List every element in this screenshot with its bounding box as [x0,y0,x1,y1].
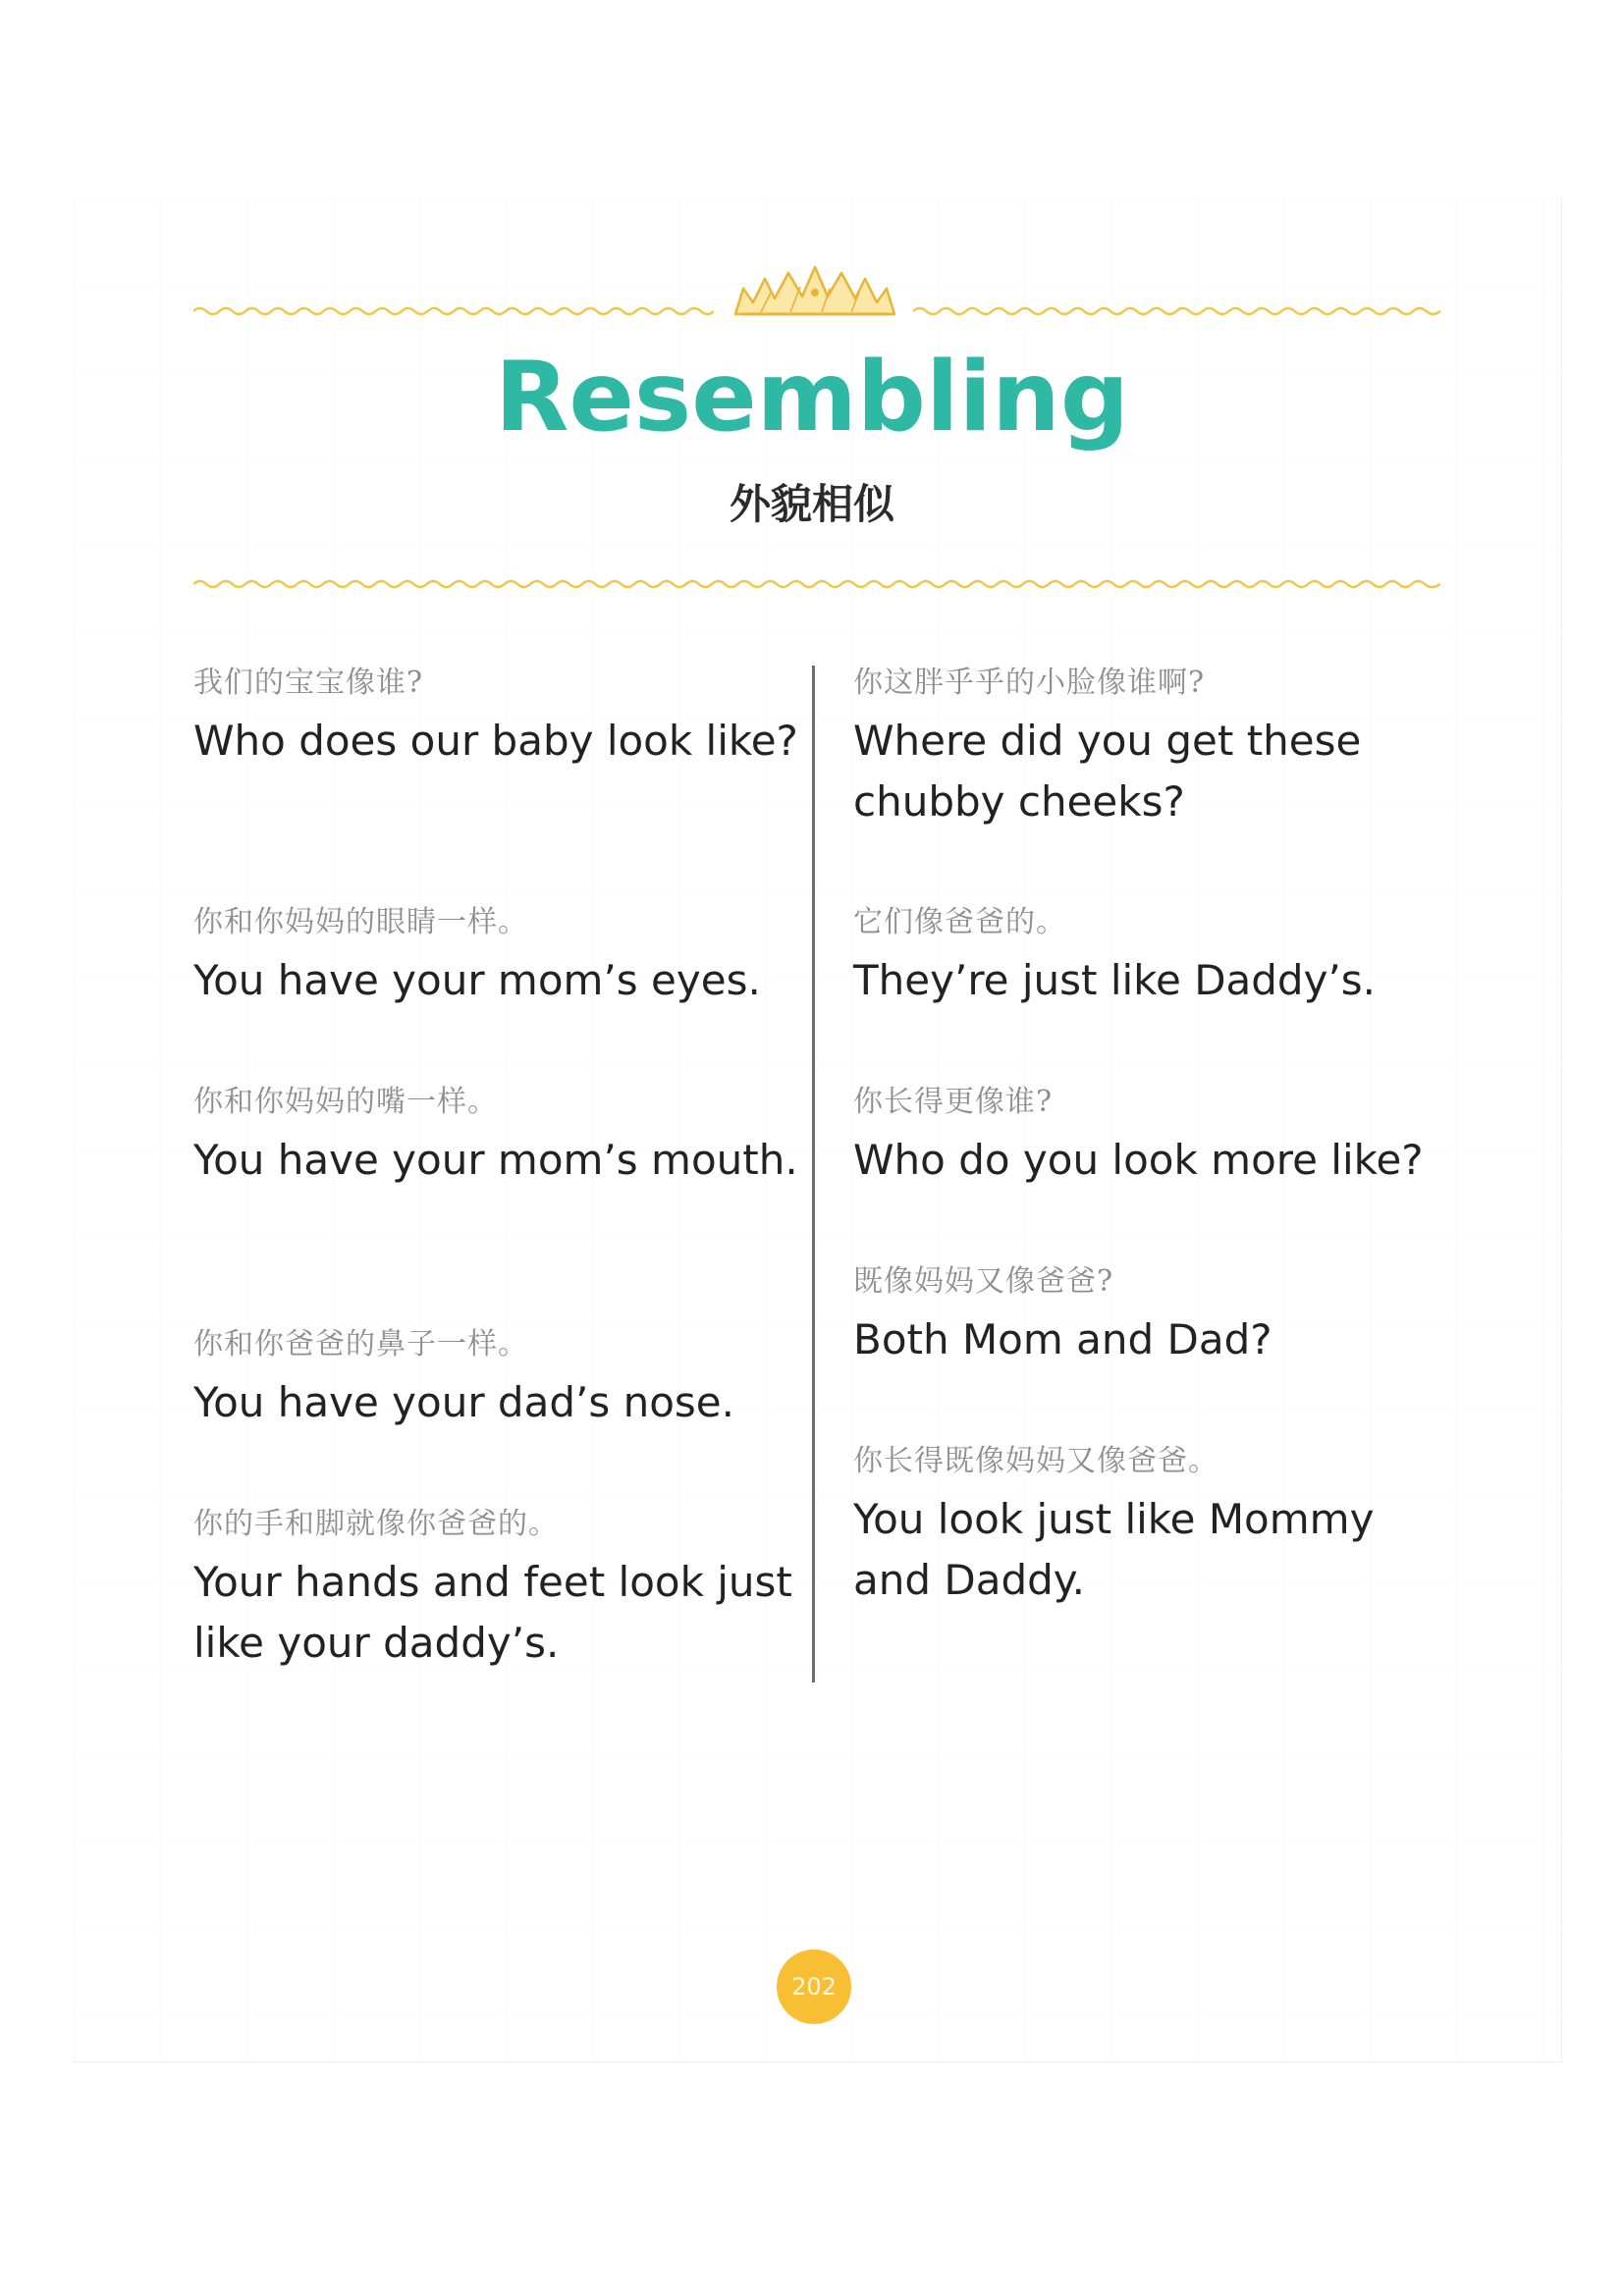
phrase-item [193,660,802,899]
phrase-english: Both Mom and Dad? [853,1315,1272,1363]
top-left-wavy-line [193,304,714,318]
phrase-item [853,899,1462,1079]
page-subtitle: 外貌相似 [729,480,894,528]
phrase-english: You have your mom’s mouth. [193,1136,798,1184]
page-title: Resembling [494,342,1130,454]
phrase-item [193,899,802,1079]
phrase-item [193,1079,802,1321]
phrase-item [853,1258,1462,1438]
page-number-badge: 202 [777,1949,851,2024]
phrase-english: You have your dad’s nose. [193,1378,734,1426]
phrase-chinese: 你长得更像谁? [853,1085,1054,1119]
phrase-item [193,1501,802,1674]
phrase-chinese: 你这胖乎乎的小脸像谁啊? [853,666,1206,700]
phrase-item [853,660,1462,899]
phrase-english: They’re just like Daddy’s. [853,956,1377,1004]
left-phrase-column [193,660,802,1674]
phrase-chinese: 你和你妈妈的眼睛一样。 [193,905,528,939]
phrase-item [193,1321,802,1501]
phrase-english: Who do you look more like? [853,1136,1424,1184]
phrase-english: You have your mom’s eyes. [193,956,761,1004]
phrase-english: Your hands and feet look just like your daddy’s. [193,1558,792,1667]
right-phrase-column [853,660,1462,1611]
phrase-chinese: 我们的宝宝像谁? [193,666,424,700]
phrase-item [853,1438,1462,1611]
phrase-chinese: 你的手和脚就像你爸爸的。 [193,1507,559,1541]
phrase-chinese: 你长得既像妈妈又像爸爸。 [853,1444,1218,1478]
phrase-chinese: 它们像爸爸的。 [853,905,1066,939]
phrase-item [853,1079,1462,1258]
crown-ornament-icon [731,263,898,318]
phrase-english: Where did you get these chubby cheeks? [853,717,1362,826]
phrase-chinese: 你和你妈妈的嘴一样。 [193,1085,498,1119]
phrase-chinese: 你和你爸爸的鼻子一样。 [193,1327,528,1362]
column-divider [812,666,815,1682]
phrase-chinese: 既像妈妈又像爸爸? [853,1264,1114,1299]
bottom-wavy-line [193,577,1440,591]
phrase-english: You look just like Mommy and Daddy. [853,1495,1375,1604]
top-right-wavy-line [913,304,1440,318]
phrase-english: Who does our baby look like? [193,717,798,765]
